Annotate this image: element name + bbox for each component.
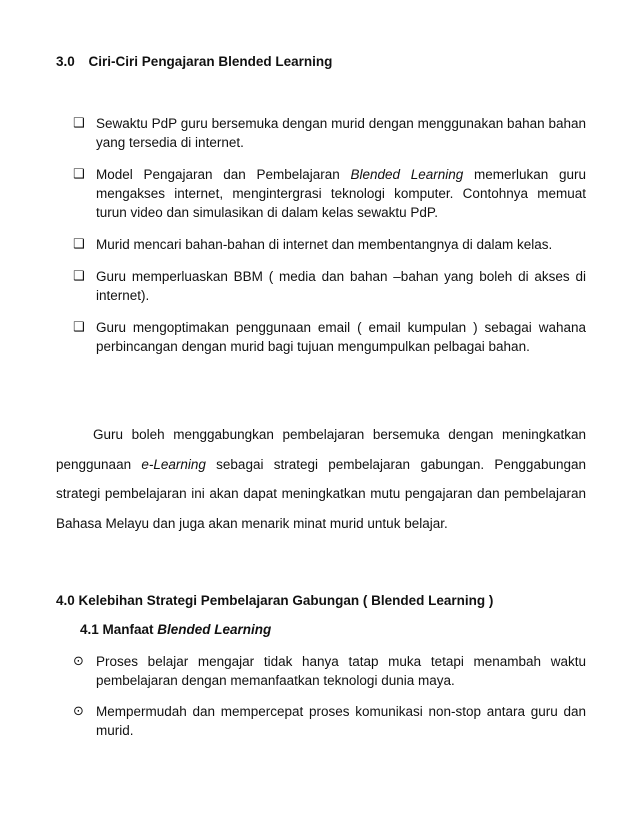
list-item [73,652,586,690]
bullet-italic-term: Blended Learning [350,167,464,182]
paragraph-text-part: Guru boleh menggabungkan pembelajaran bersemuka dengan meningkatkan penggunaan [56,427,586,472]
section-4-bullet-list [73,652,586,740]
list-item [73,114,586,152]
section-4-title: 4.0 Kelebihan Strategi Pembelajaran Gabungan ( Blended Learning ) [56,593,494,608]
paragraph-text-part: sebagai strategi pembelajaran gabungan. Penggabungan strategi pembelajaran ini akan dapat meningkatkan mutu pengajaran dan pembelajaran Bahasa Melayu dan juga akan menarik minat murid untuk belajar. [56,456,586,531]
subsection-4-1-italic: Blended Learning [157,622,272,637]
subsection-4-1-label: 4.1 Manfaat [80,622,158,637]
section-3-bullet-list [73,114,586,356]
square-bullet-icon: ❑ [73,237,85,252]
section-3-number: 3.0 [56,54,75,69]
bullet-text: Murid mencari bahan-bahan di internet dan membentangnya di dalam kelas. [96,237,553,252]
bullet-text: Mempermudah dan mempercepat proses komunikasi non-stop antara guru dan murid. [96,704,586,738]
circle-bullet-icon: ⊙ [73,704,84,719]
section-4-heading [56,593,493,609]
bullet-text-part: Model Pengajaran dan Pembelajaran [96,167,351,182]
section-3-heading [56,54,332,70]
list-item [73,318,586,356]
square-bullet-icon: ❑ [73,269,85,284]
square-bullet-icon: ❑ [73,116,85,131]
bullet-text: Guru memperluaskan BBM ( media dan bahan –bahan yang boleh di akses di internet). [96,269,586,303]
square-bullet-icon: ❑ [73,167,85,182]
section-3-paragraph [56,420,586,538]
bullet-text: Guru mengoptimakan penggunaan email ( email kumpulan ) sebagai wahana perbincangan dengan murid bagi tujuan mengumpulkan pelbagai bahan. [96,320,586,354]
bullet-text: Proses belajar mengajar tidak hanya tatap muka tetapi menambah waktu pembelajaran dengan memanfaatkan teknologi dunia maya. [96,654,586,688]
square-bullet-icon: ❑ [73,320,85,335]
bullet-text: Sewaktu PdP guru bersemuka dengan murid dengan menggunakan bahan bahan yang tersedia di internet. [96,116,586,150]
bullet-text [96,165,586,222]
list-item [73,235,586,254]
circle-bullet-icon: ⊙ [73,654,84,669]
bullet-text-part: memerlukan guru mengakses internet, mengintergrasi teknologi komputer. Contohnya memuat turun video dan simulasikan di dalam kelas sewaktu PdP. [96,167,586,220]
list-item [73,267,586,305]
subsection-4-1-heading [80,622,271,638]
section-3-title: Ciri-Ciri Pengajaran Blended Learning [88,54,333,69]
list-item [73,702,586,740]
paragraph-italic-term: e-Learning [141,456,206,472]
list-item [73,165,586,222]
